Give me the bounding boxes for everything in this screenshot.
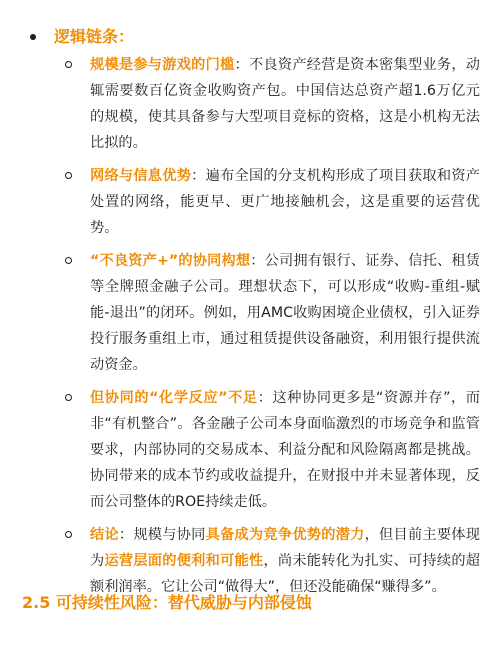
item-text: 遍布全国的分支机构形成了项目获取和资产处置的网络，能更早、更广地接触机会，这是重要的运营优势。 [90,168,480,236]
item-separator: ： [257,390,273,406]
section-heading: 2.5 可持续性风险：替代威胁与内部侵蚀 [22,593,312,612]
bullet-circle-icon [65,61,72,68]
item-separator: ： [250,253,265,269]
logic-chain-bullet [30,24,134,50]
item-label: 规模是参与游戏的门槛 [90,57,235,73]
list-item [62,52,480,156]
list-item-conclusion [62,522,480,600]
bullet-disc-icon [30,34,36,40]
bullet-circle-icon [65,531,72,538]
item-highlight: 运营层面的便利和可能性 [104,553,264,569]
item-label: 结论 [90,527,119,543]
bullet-circle-icon [65,257,72,264]
item-text: 不良资产经营是资本密集型业务，动辄需要数百亿资金收购资产包。中国信达总资产超1.6万亿元的规模，使其具备参与大型项目竞标的资格，这是小机构无法比拟的。 [90,57,480,151]
item-label: 网络与信息优势 [90,168,192,184]
item-separator: ： [191,168,206,184]
list-item [62,163,480,241]
item-text: 规模与协同 [133,527,206,543]
list-item [62,248,480,378]
logic-chain-title: 逻辑链条： [54,27,135,46]
item-separator: ： [234,57,249,73]
bullet-circle-icon [65,172,72,179]
list-item [62,385,480,515]
item-text: 这种协同更多是“资源并存”，而非“有机整合”。各金融子公司本身面临激烈的市场竞争和监管要求，内部协同的交易成本、利益分配和风险隔离都是挑战。协同带来的成本节约或收益提升，在财报中并未显著体现，反而公司整体的ROE持续走低。 [90,390,480,510]
bullet-circle-icon [65,394,72,401]
item-highlight: 具备成为竞争优势的潜力 [205,527,365,543]
item-separator: ： [118,527,134,543]
item-text: 公司拥有银行、证券、信托、租赁等全牌照金融子公司。理想状态下，可以形成“收购-重组-赋能-退出”的闭环。例如，用AMC收购困境企业债权，引入证券投行服务重组上市，通过租赁提供设备融资，利用银行提供流动资金。 [90,253,480,373]
item-label: 但协同的“化学反应”不足 [90,390,258,406]
item-text: ，尚未能转化为扎实、可持续的超额利润率。它让公司“做得大”，但还没能确保“赚得多”。 [90,553,480,595]
item-text: ，但目前主要体现为 [90,527,480,569]
sub-bullet-list [62,52,480,607]
item-label: “不良资产+”的协同构想 [90,253,251,269]
